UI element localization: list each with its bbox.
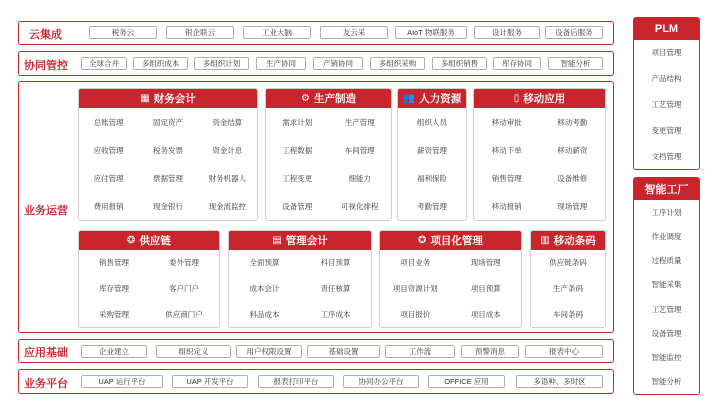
app-base-item[interactable]: 用户权限设置 [236, 345, 302, 358]
smart-factory-item[interactable]: 工艺管理 [651, 304, 682, 314]
module-cell[interactable]: 项目成本 [470, 309, 501, 319]
module-cell[interactable]: 客户门户 [169, 283, 199, 293]
module-cell[interactable]: 固定资产 [152, 117, 183, 127]
smart-factory-item[interactable]: 作业调度 [651, 231, 682, 241]
mobile-icon: ▯ [513, 92, 520, 104]
smart-factory-item[interactable]: 工序计划 [651, 207, 682, 217]
module-cell[interactable]: 车间管理 [344, 145, 375, 155]
platform-item[interactable]: 多语种、多时区 [516, 375, 603, 388]
smart-factory-panel [633, 177, 700, 395]
module-cell[interactable]: 生产条码 [553, 283, 583, 293]
module-cell[interactable]: 项目资源计划 [392, 283, 438, 293]
plm-item[interactable]: 项目管理 [651, 48, 682, 58]
module-title: 人力资源 [419, 93, 462, 105]
module-mobile [473, 88, 606, 221]
collab-item[interactable]: 多组织采购 [370, 57, 425, 70]
module-title: 移动应用 [523, 93, 566, 105]
module-cell[interactable]: 采购管理 [99, 309, 129, 319]
cloud-item[interactable]: 工业大脑 [243, 26, 311, 39]
ops-label: 业务运营 [24, 205, 68, 217]
module-cell[interactable]: 移动审批 [491, 117, 522, 127]
app-base-item[interactable]: 预警消息 [461, 345, 519, 358]
module-cell[interactable]: 责任核算 [320, 283, 351, 293]
module-cell[interactable]: 资金计息 [212, 145, 243, 155]
module-cell[interactable]: 销售管理 [491, 173, 522, 183]
module-title: 项目化管理 [430, 235, 483, 247]
module-cell[interactable]: 票据管理 [152, 173, 183, 183]
module-title: 供应链 [139, 235, 171, 247]
cloud-item[interactable]: 设计服务 [474, 26, 540, 39]
collab-item[interactable]: 多组织销售 [432, 57, 487, 70]
barcode-icon: ▥ [540, 234, 550, 246]
module-cell[interactable]: 料品成本 [249, 309, 280, 319]
app-base-item[interactable]: 企业建立 [81, 345, 147, 358]
smart-factory-item[interactable]: 智能分析 [651, 377, 682, 387]
module-cell[interactable]: 项目预算 [470, 283, 501, 293]
app-base-item[interactable]: 报表中心 [525, 345, 603, 358]
plm-item[interactable]: 文档管理 [651, 151, 682, 161]
module-cell[interactable]: 现金流监控 [208, 201, 247, 211]
platform-label: 业务平台 [24, 378, 68, 390]
module-cell[interactable]: 需求计划 [282, 117, 313, 127]
module-project [379, 230, 522, 328]
module-cell[interactable]: 全面预算 [249, 258, 280, 268]
smart-factory-item[interactable]: 设备管理 [651, 328, 682, 338]
platform-item[interactable]: OFFICE 应用 [428, 375, 505, 388]
platform-item[interactable]: UAP 开发平台 [172, 375, 248, 388]
plm-panel [633, 17, 700, 170]
cloud-item[interactable]: 设备后服务 [545, 26, 603, 39]
module-cell[interactable]: 供应链条码 [549, 258, 587, 268]
module-cell[interactable]: 库存管理 [99, 283, 129, 293]
module-cell[interactable]: 工程数据 [282, 145, 313, 155]
module-cell[interactable]: 项目业务 [400, 258, 431, 268]
module-cell[interactable]: 销售管理 [99, 258, 129, 268]
hr-icon: 👥 [402, 92, 416, 104]
plm-item[interactable]: 产品结构 [651, 74, 682, 84]
supply-chain-icon: ❂ [127, 234, 136, 246]
management-accounting-icon: ▤ [272, 234, 282, 246]
module-barcode [530, 230, 606, 328]
module-cell[interactable]: 资金结算 [212, 117, 243, 127]
app-base-item[interactable]: 基础设置 [307, 345, 380, 358]
app-base-label: 应用基础 [24, 347, 68, 359]
cloud-item[interactable]: 银企联云 [166, 26, 234, 39]
cloud-item[interactable]: 友云采 [320, 26, 388, 39]
module-cell[interactable]: 现场管理 [470, 258, 501, 268]
module-cell[interactable]: 应付管理 [93, 173, 124, 183]
module-cell[interactable]: 福利保险 [417, 173, 447, 183]
collab-item[interactable]: 多组织计划 [194, 57, 249, 70]
module-cell[interactable]: 委外管理 [169, 258, 199, 268]
module-cell[interactable]: 工程变更 [282, 173, 313, 183]
module-cell[interactable]: 现场管理 [557, 201, 588, 211]
module-cell[interactable]: 科目预算 [320, 258, 351, 268]
smart-factory-title: 智能工厂 [634, 178, 699, 200]
module-cell[interactable]: 生产管理 [344, 117, 375, 127]
module-cell[interactable]: 成本会计 [249, 283, 280, 293]
module-cell[interactable]: 细能力 [348, 173, 371, 183]
smart-factory-item[interactable]: 智能监控 [651, 353, 682, 363]
module-cell[interactable]: 财务机器人 [208, 173, 247, 183]
module-management-accounting [228, 230, 372, 328]
collab-item[interactable]: 产销协同 [313, 57, 363, 70]
module-title: 管理会计 [285, 235, 328, 247]
module-cell[interactable]: 移动报销 [491, 201, 522, 211]
manufacturing-icon: ⚙ [301, 92, 310, 104]
module-cell[interactable]: 考勤管理 [417, 201, 447, 211]
plm-title: PLM [634, 18, 699, 40]
module-cell[interactable]: 总账管理 [93, 117, 124, 127]
platform-item[interactable]: 协同办公平台 [343, 375, 419, 388]
module-cell[interactable]: 设备管理 [282, 201, 313, 211]
plm-item[interactable]: 工艺管理 [651, 99, 682, 109]
collab-item[interactable]: 生产协同 [256, 57, 306, 70]
finance-icon: ▦ [140, 92, 150, 104]
module-finance [78, 88, 258, 221]
cloud-item[interactable]: AIoT 物联服务 [395, 26, 467, 39]
module-cell[interactable]: 应收管理 [93, 145, 124, 155]
module-cell[interactable]: 现金银行 [152, 201, 183, 211]
platform-item[interactable]: UAP 运行平台 [81, 375, 163, 388]
project-icon: ✪ [418, 234, 427, 246]
module-title: 移动条码 [553, 235, 596, 247]
collab-item[interactable]: 智能分析 [548, 57, 603, 70]
collab-item[interactable]: 库存协同 [493, 57, 541, 70]
cloud-label: 云集成 [29, 29, 62, 41]
module-cell[interactable]: 移动下单 [491, 145, 522, 155]
cloud-item[interactable]: 税务云 [89, 26, 157, 39]
module-cell[interactable]: 组织人员 [417, 117, 447, 127]
smart-factory-item[interactable]: 智能采集 [651, 280, 682, 290]
module-cell[interactable]: 车间条码 [553, 309, 583, 319]
collab-label: 协同管控 [24, 60, 68, 72]
smart-factory-item[interactable]: 过程质量 [651, 256, 682, 266]
module-cell[interactable]: 设备维修 [557, 173, 588, 183]
module-supply-chain [78, 230, 220, 328]
module-title: 生产制造 [313, 93, 356, 105]
module-hr [397, 88, 467, 221]
module-cell[interactable]: 可视化排程 [341, 201, 379, 211]
module-cell[interactable]: 供应商门户 [165, 309, 203, 319]
module-title: 财务会计 [153, 93, 196, 105]
module-cell[interactable]: 工序成本 [320, 309, 351, 319]
app-base-item[interactable]: 组织定义 [156, 345, 231, 358]
plm-item[interactable]: 变更管理 [651, 125, 682, 135]
collab-item[interactable]: 多组织成本 [133, 57, 188, 70]
module-manufacturing [265, 88, 392, 221]
module-cell[interactable]: 移动薪资 [557, 145, 588, 155]
module-cell[interactable]: 薪资管理 [417, 145, 447, 155]
collab-item[interactable]: 全球合并 [81, 57, 127, 70]
app-base-item[interactable]: 工作流 [385, 345, 455, 358]
platform-item[interactable]: 报表打印平台 [258, 375, 334, 388]
module-cell[interactable]: 费用报销 [93, 201, 124, 211]
module-cell[interactable]: 项目报价 [400, 309, 431, 319]
module-cell[interactable]: 税务发票 [152, 145, 183, 155]
module-cell[interactable]: 移动考勤 [557, 117, 588, 127]
